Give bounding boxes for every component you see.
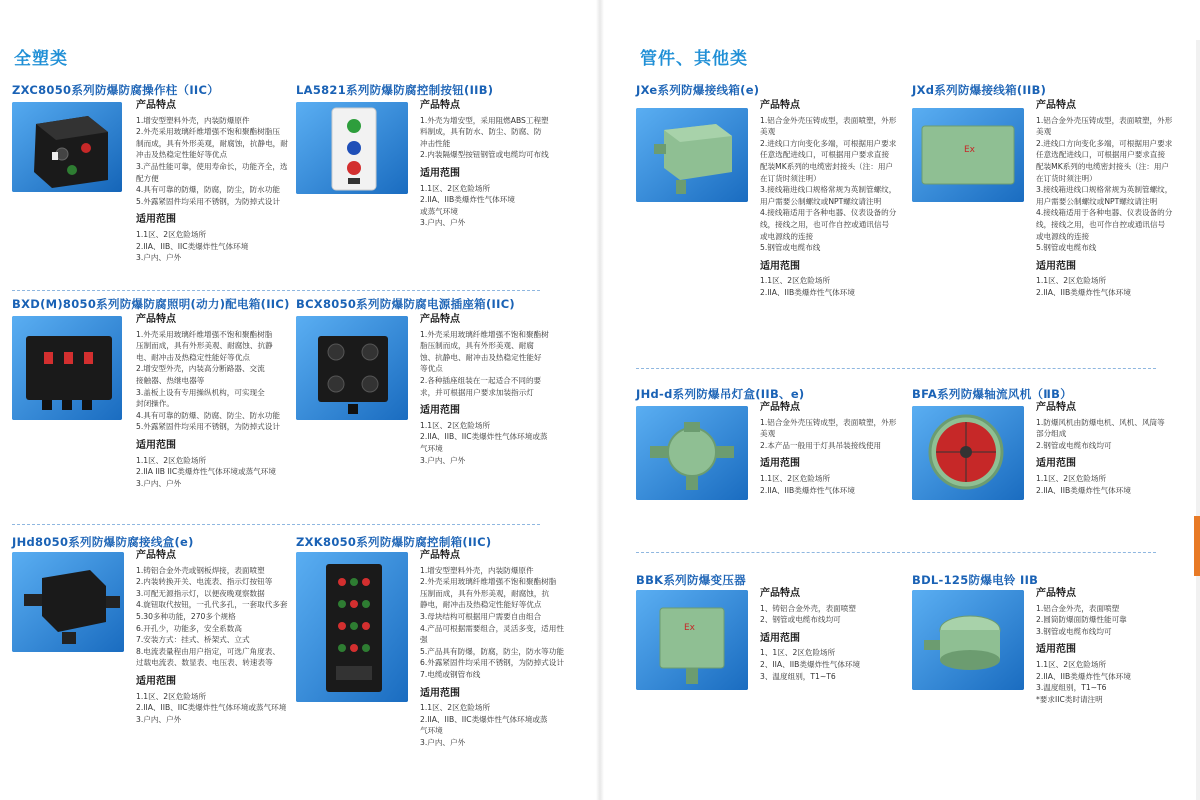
list-item: 1.1区、2区危险场所: [420, 420, 491, 430]
list-item: 7.安装方式：挂式、桥架式、立式: [136, 635, 250, 645]
scope-list: [760, 275, 910, 298]
list-item: 压制而成，具有外形美观，耐腐蚀，抗: [420, 588, 550, 598]
list-item: *要求IIC类时请注明: [1036, 694, 1103, 704]
scope-list: [136, 229, 292, 264]
scope-heading: 适用范围: [1036, 644, 1076, 656]
list-item: 在订货时须注明）: [760, 173, 821, 183]
scope-heading: 适用范围: [420, 687, 460, 699]
list-item: 料制成，具有防水、防尘、防腐、防: [420, 127, 542, 137]
list-item: 2.IIA、IIB类爆炸性气体环境: [420, 195, 515, 205]
product-jxe: [636, 82, 896, 352]
list-item: 美观: [1036, 127, 1052, 137]
list-item: 1.1区、2区危险场所: [136, 455, 207, 465]
features-heading: 产品特点: [420, 550, 460, 561]
black-distribution-box-icon: [12, 316, 122, 420]
product-title: BDL-125防爆电铃 IIB: [912, 573, 1039, 587]
list-item: 3.钢管或电缆布线均可: [1036, 626, 1112, 636]
list-item: 任意选配进线口，可根据用户要求直接: [760, 150, 890, 160]
list-item: 静电，耐冲击及热稳定性能好等优点: [420, 600, 542, 610]
list-item: 2.IIA IIB IIC类爆炸性气体环境或蒸气环境: [136, 467, 276, 477]
right-section-title: 管件、其他类: [640, 49, 748, 69]
product-jhdd: [636, 386, 906, 536]
list-item: 1.铸铝合金外壳或钢板焊接，表面喷塑: [136, 565, 265, 575]
product-title: ZXC8050系列防爆防腐操作柱（IIC）: [12, 83, 220, 97]
scope-list: [136, 455, 296, 490]
list-item: 2.内装转换开关、电流表、指示灯按钮等: [136, 577, 273, 587]
list-item: 4.产品可根据需要组合，灵活多变，适用性强: [420, 623, 564, 645]
list-item: 1.1区、2区危险场所: [1036, 659, 1107, 669]
list-item: 5.外露紧固件均采用不锈钢，为防掉式设计: [136, 196, 280, 206]
scope-heading: 适用范围: [420, 167, 460, 179]
list-item: 1.1区、2区危险场所: [1036, 473, 1107, 483]
list-item: 5.钢管或电缆布线: [1036, 243, 1097, 253]
product-title: BCX8050系列防爆防腐电源插座箱(IIC): [296, 297, 515, 311]
list-item: 3.户内、户外: [420, 218, 466, 228]
scope-heading: 适用范围: [760, 632, 800, 644]
list-item: 4.接线箱适用于各种电器、仪表设备的分: [760, 208, 897, 218]
list-item: 用户需要公制螺纹或NPT螺纹请注明: [1036, 196, 1158, 206]
feature-list: [760, 115, 910, 254]
scope-heading: 适用范围: [1036, 458, 1076, 470]
list-item: 1.1区、2区危险场所: [420, 703, 491, 713]
feature-list: [136, 565, 308, 669]
features-heading: 产品特点: [136, 314, 176, 325]
list-item: 1.铝合金外壳，表面喷塑: [1036, 603, 1120, 613]
product-jxd: [912, 82, 1182, 352]
bell-icon: [912, 590, 1024, 690]
black-control-box-icon: [296, 552, 408, 702]
list-item: 1.增安型塑料外壳，内装防爆原件: [136, 115, 250, 125]
list-item: 4.具有可靠的防爆，防腐，防尘，防水功能: [136, 185, 280, 195]
list-item: 3.户内、户外: [136, 478, 182, 488]
product-bdl125: [912, 572, 1182, 742]
white-button-station-icon: [296, 102, 408, 194]
list-item: 气环境: [420, 726, 443, 736]
list-item: 2、IIA、IIB类爆炸性气体环境: [760, 659, 861, 669]
list-item: 2.IIA、IIB类爆炸性气体环境: [1036, 485, 1131, 495]
scope-heading: 适用范围: [136, 214, 176, 226]
feature-list: [136, 329, 296, 433]
feature-list: [420, 565, 570, 681]
list-item: 或电源线的连接: [760, 231, 814, 241]
list-item: 2.进线口方向变化多端，可根据用户要求: [1036, 138, 1173, 148]
list-item: 6.外露紧固件均采用不锈钢，为防掉式设计: [420, 658, 564, 668]
scope-heading: 适用范围: [760, 458, 800, 470]
product-title: BBK系列防爆变压器: [636, 573, 746, 587]
list-item: 1.1区、2区危险场所: [1036, 276, 1107, 286]
list-item: 蚀、抗静电、耐冲击及热稳定性能好: [420, 352, 542, 362]
product-title: JHd8050系列防爆防腐接线盒(e): [12, 535, 194, 549]
product-title: BFA系列防爆轴流风机（ⅡB）: [912, 387, 1073, 401]
list-item: 6.开孔少，功能多，安全系数高: [136, 623, 242, 633]
list-item: 任意选配进线口，可根据用户要求直接: [1036, 150, 1166, 160]
list-item: 配方便: [136, 173, 159, 183]
scope-list: [760, 647, 910, 682]
transformer-icon: [636, 590, 748, 690]
list-item: 4.旋钮取代按钮，一孔代多孔，一套取代多套: [136, 600, 288, 610]
list-item: 配装MK系列的电缆密封接头（注：用户: [760, 161, 894, 171]
product-bxd8050: [12, 296, 292, 524]
list-item: 5.外露紧固件均采用不锈钢，为防掉式设计: [136, 422, 280, 432]
list-item: 冲击及热稳定性能好等优点: [136, 150, 228, 160]
list-item: 封闭操作。: [136, 399, 174, 409]
list-item: 1.1区、2区危险场所: [760, 473, 831, 483]
list-item: 5.30多种功能，270多个规格: [136, 611, 236, 621]
features-heading: 产品特点: [420, 100, 460, 111]
list-item: 或电源线的连接: [1036, 231, 1090, 241]
list-item: 5.产品具有防爆，防腐，防尘，防水等功能: [420, 646, 564, 656]
feature-list: [136, 115, 292, 208]
product-la5821: [296, 82, 556, 292]
features-heading: 产品特点: [760, 100, 800, 111]
list-item: 3.产品性能可靠，使用寿命长，功能齐全，选: [136, 161, 288, 171]
list-item: 2.钢管或电缆布线均可: [1036, 440, 1112, 450]
list-item: 1.1区、2区危险场所: [420, 183, 491, 193]
features-heading: 产品特点: [760, 588, 800, 599]
scope-heading: 适用范围: [136, 675, 176, 687]
page-spine: [596, 0, 604, 800]
list-item: 1、铸铝合金外壳，表面喷塑: [760, 603, 856, 613]
list-item: 3.接线箱进线口规格常规为英制管螺纹，: [1036, 185, 1173, 195]
black-control-column-icon: [12, 102, 122, 192]
features-heading: 产品特点: [1036, 402, 1076, 413]
green-ex-box-icon: [912, 108, 1024, 202]
product-title: LA5821系列防爆防腐控制按钮(IIB): [296, 83, 494, 97]
scope-heading: 适用范围: [420, 405, 460, 417]
feature-list: [1036, 603, 1186, 638]
page-edge: [1196, 40, 1200, 800]
feature-list: [760, 417, 910, 452]
list-item: 1.铝合金外壳压铸成型，表面喷塑，外形: [1036, 115, 1173, 125]
list-item: 7.电缆或钢管布线: [420, 669, 481, 679]
product-title: ZXK8050系列防爆防腐控制箱(IIC): [296, 535, 492, 549]
features-heading: 产品特点: [1036, 100, 1076, 111]
separator: [12, 524, 540, 525]
product-bfa: [912, 386, 1182, 536]
scope-heading: 适用范围: [1036, 260, 1076, 272]
product-title: JXd系列防爆接线箱(IIB): [912, 83, 1047, 97]
list-item: 1.铝合金外壳压铸成型，表面喷塑，外形: [760, 115, 897, 125]
list-item: 等优点: [420, 364, 443, 374]
list-item: 2.IIA、IIB类爆炸性气体环境: [760, 287, 855, 297]
product-zxk8050: [296, 534, 566, 774]
list-item: 2.IIA、IIB类爆炸性气体环境: [1036, 671, 1131, 681]
list-item: 气环境: [420, 443, 443, 453]
list-item: 8.电流表量程由用户指定，可选广角度表、: [136, 646, 280, 656]
scope-list: [1036, 473, 1186, 496]
list-item: 2.各种插座组装在一起适合不同的要: [420, 375, 542, 385]
feature-list: [420, 329, 556, 399]
product-jhd8050: [12, 534, 292, 774]
list-item: 冲击性能: [420, 138, 451, 148]
scope-list: [420, 183, 556, 229]
list-item: 1.1区、2区危险场所: [136, 229, 207, 239]
list-item: 2.IIA、IIB、IIC类爆炸性气体环境或蒸气环境: [136, 703, 287, 713]
list-item: 过载电流表、数显表、电压表、转速表等: [136, 658, 273, 668]
list-item: 接触器、热继电器等: [136, 375, 205, 385]
feature-list: [420, 115, 556, 161]
features-heading: 产品特点: [136, 100, 176, 111]
svg-text:Ex: Ex: [684, 623, 696, 633]
black-junction-box-icon: [12, 552, 124, 652]
list-item: 3.户内、户外: [136, 253, 182, 263]
list-item: 或蒸气环境: [420, 206, 458, 216]
scope-list: [760, 473, 910, 496]
list-item: 配装MK系列的电缆密封接头（注：用户: [1036, 161, 1170, 171]
list-item: 2.增安型外壳，内装高分断路器、交流: [136, 364, 265, 374]
list-item: 脂压制而成，具有外形美观、耐腐: [420, 341, 534, 351]
scope-list: [136, 691, 308, 726]
list-item: 2、钢管或电缆布线均可: [760, 615, 841, 625]
list-item: 1.增安型塑料外壳，内装防爆原件: [420, 565, 534, 575]
features-heading: 产品特点: [760, 402, 800, 413]
list-item: 部分组成: [1036, 429, 1067, 439]
list-item: 3.母块结构可根据用户需要自由组合: [420, 611, 542, 621]
list-item: 线，接线之用，也可作自控或通讯信号: [1036, 219, 1166, 229]
separator: [636, 552, 1156, 553]
list-item: 1.外壳为增安型，采用阻燃ABS工程塑: [420, 115, 549, 125]
list-item: 在订货时须注明）: [1036, 173, 1097, 183]
features-heading: 产品特点: [1036, 588, 1076, 599]
scope-list: [420, 420, 556, 466]
list-item: 制而成，具有外形美观，耐腐蚀，抗静电，耐: [136, 138, 288, 148]
list-item: 2.IIA、IIB、IIC类爆炸性气体环境或蒸: [420, 714, 548, 724]
list-item: 3.户内、户外: [420, 455, 466, 465]
product-bcx8050: [296, 296, 556, 524]
list-item: 2.IIA、IIB、IIC类爆炸性气体环境: [136, 241, 249, 251]
scope-list: [1036, 275, 1186, 298]
list-item: 2.IIA、IIB类爆炸性气体环境: [1036, 287, 1131, 297]
list-item: 美观: [760, 127, 776, 137]
list-item: 线，接线之用，也可作自控或通讯信号: [760, 219, 890, 229]
list-item: 2.外壳采用玻璃纤维增强不饱和聚酯树脂压: [136, 127, 280, 137]
product-bbk: [636, 572, 906, 732]
list-item: 求，并可根据用户要求加装指示灯: [420, 387, 534, 397]
separator: [636, 368, 1156, 369]
left-section-title: 全塑类: [14, 49, 68, 69]
list-item: 4.接线箱适用于各种电器、仪表设备的分: [1036, 208, 1173, 218]
product-title: BXD(M)8050系列防爆防腐照明(动力)配电箱(IIC): [12, 297, 290, 311]
list-item: 2.本产品一般用于灯具吊装接线使用: [760, 440, 882, 450]
page-tab-marker: [1194, 516, 1200, 576]
green-lamp-box-icon: [636, 406, 748, 500]
list-item: 3.盖板上设有专用操纵机构，可实现全: [136, 387, 265, 397]
list-item: 3.可配无源指示灯，以便夜晚观察数据: [136, 588, 265, 598]
features-heading: 产品特点: [136, 550, 176, 561]
feature-list: [1036, 417, 1186, 452]
list-item: 2.进线口方向变化多端，可根据用户要求: [760, 138, 897, 148]
green-junction-box-icon: [636, 108, 748, 202]
axial-fan-icon: [912, 406, 1024, 500]
svg-text:Ex: Ex: [964, 145, 976, 155]
list-item: 美观: [760, 429, 776, 439]
list-item: 3.温度组别，T1~T6: [1036, 683, 1107, 693]
list-item: 1.1区、2区危险场所: [760, 276, 831, 286]
list-item: 2.内装隔爆型按钮钢管或电缆均可布线: [420, 150, 549, 160]
list-item: 电、耐冲击及热稳定性能好等优点: [136, 352, 250, 362]
list-item: 1.1区、2区危险场所: [136, 691, 207, 701]
list-item: 5.钢管或电缆布线: [760, 243, 821, 253]
scope-heading: 适用范围: [136, 439, 176, 451]
list-item: 2.IIA、IIB、IIC类爆炸性气体环境或蒸: [420, 432, 548, 442]
feature-list: [1036, 115, 1186, 254]
scope-list: [1036, 659, 1186, 705]
list-item: 1.外壳采用玻璃纤维增强不饱和聚酯树: [420, 329, 549, 339]
scope-list: [420, 702, 570, 748]
product-title: JXe系列防爆接线箱(e): [636, 83, 760, 97]
features-heading: 产品特点: [420, 314, 460, 325]
black-socket-box-icon: [296, 316, 408, 420]
list-item: 3.户内、户外: [136, 714, 182, 724]
list-item: 1、1区、2区危险场所: [760, 648, 836, 658]
list-item: 1.铝合金外壳压铸成型，表面喷塑，外形: [760, 417, 897, 427]
list-item: 2.外壳采用玻璃纤维增强不饱和聚酯树脂: [420, 577, 557, 587]
feature-list: [760, 603, 910, 626]
list-item: 压制而成，具有外形美观、耐腐蚀、抗静: [136, 341, 273, 351]
product-zxc8050: [12, 82, 292, 292]
list-item: 4.具有可靠的防爆、防腐、防尘、防水功能: [136, 410, 280, 420]
list-item: 用户需要公制螺纹或NPT螺纹请注明: [760, 196, 882, 206]
list-item: 2.圆筒防爆面防爆性能可靠: [1036, 615, 1127, 625]
list-item: 1.外壳采用玻璃纤维增强不饱和聚酯树脂: [136, 329, 273, 339]
list-item: 3、温度组别，T1~T6: [760, 671, 836, 681]
product-title: JHd-d系列防爆吊灯盒(IIB、e): [636, 387, 805, 401]
list-item: 3.接线箱进线口规格常规为英制管螺纹，: [760, 185, 897, 195]
list-item: 2.IIA、IIB类爆炸性气体环境: [760, 485, 855, 495]
list-item: 1.防爆风机由防爆电机、风机、风筒等: [1036, 417, 1165, 427]
list-item: 3.户内、户外: [420, 737, 466, 747]
scope-heading: 适用范围: [760, 260, 800, 272]
